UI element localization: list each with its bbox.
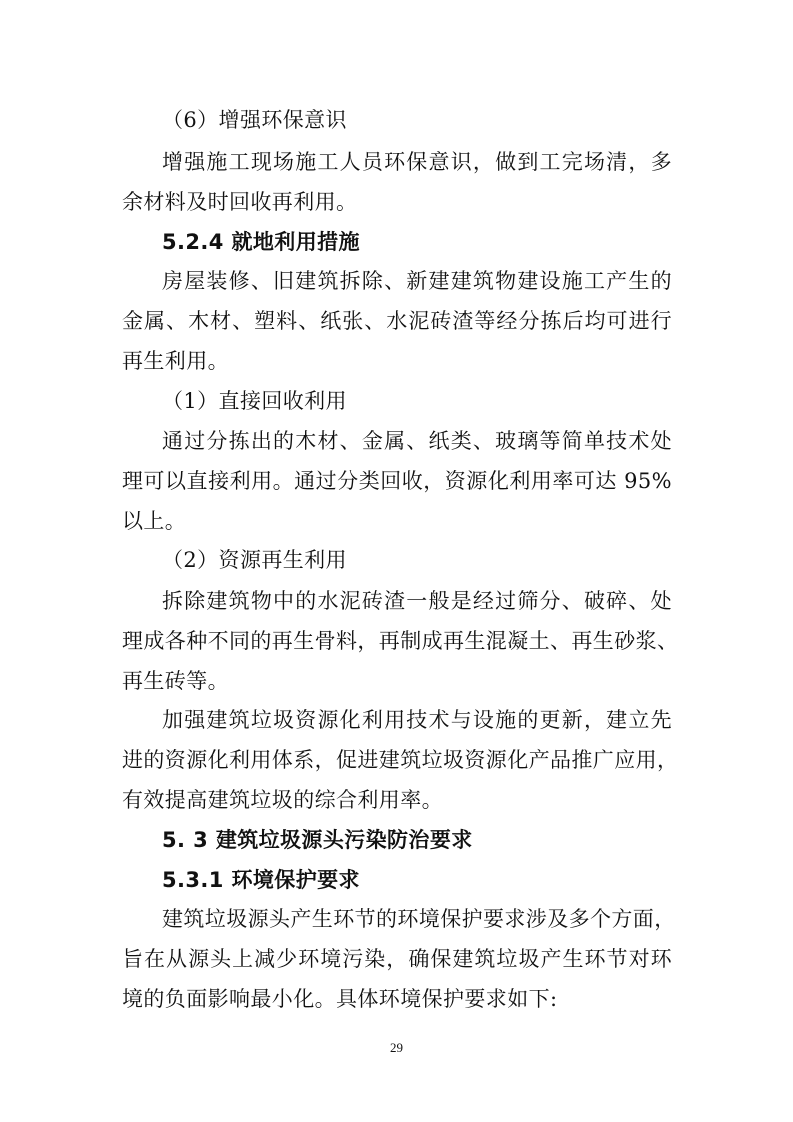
paragraph-line: 房屋装修、旧建筑拆除、新建建筑物建设施工产生的: [162, 269, 672, 293]
paragraph-line: 加强建筑垃圾资源化利用技术与设施的更新，建立先: [162, 708, 672, 732]
subheading-6: （6）增强环保意识: [162, 108, 347, 132]
paragraph-line: 进的资源化利用体系，促进建筑垃圾资源化产品推广应用，: [122, 748, 679, 772]
subheading-1: （1）直接回收利用: [162, 389, 347, 413]
paragraph-line: 旨在从源头上减少环境污染，确保建筑垃圾产生环节对环: [122, 947, 672, 971]
paragraph-line: 增强施工现场施工人员环保意识，做到工完场清，多: [162, 150, 672, 174]
paragraph-line: 境的负面影响最小化。具体环境保护要求如下:: [122, 987, 558, 1011]
section-heading-5-3-1: 5.3.1 环境保护要求: [162, 868, 360, 892]
paragraph-line: 余材料及时回收再利用。: [122, 190, 358, 214]
paragraph-line: 金属、木材、塑料、纸张、水泥砖渣等经分拣后均可进行: [122, 309, 672, 333]
paragraph-line: 再生砖等。: [122, 669, 229, 693]
paragraph-line: 拆除建筑物中的水泥砖渣一般是经过筛分、破碎、处: [162, 589, 672, 613]
section-heading-5-2-4: 5.2.4 就地利用措施: [162, 230, 360, 254]
paragraph-line: 再生利用。: [122, 349, 229, 373]
subheading-2: （2）资源再生利用: [162, 548, 347, 572]
paragraph-line: 通过分拣出的木材、金属、纸类、玻璃等简单技术处: [162, 429, 672, 453]
page-number: 29: [390, 1040, 403, 1055]
paragraph-line: 理可以直接利用。通过分类回收，资源化利用率可达 95%: [122, 469, 672, 493]
section-heading-5-3: 5. 3 建筑垃圾源头污染防治要求: [162, 828, 473, 852]
paragraph-line: 有效提高建筑垃圾的综合利用率。: [122, 788, 443, 812]
paragraph-line: 以上。: [122, 509, 187, 533]
paragraph-line: 建筑垃圾源头产生环节的环境保护要求涉及多个方面，: [162, 907, 676, 931]
paragraph-line: 理成各种不同的再生骨料，再制成再生混凝土、再生砂浆、: [122, 629, 679, 653]
